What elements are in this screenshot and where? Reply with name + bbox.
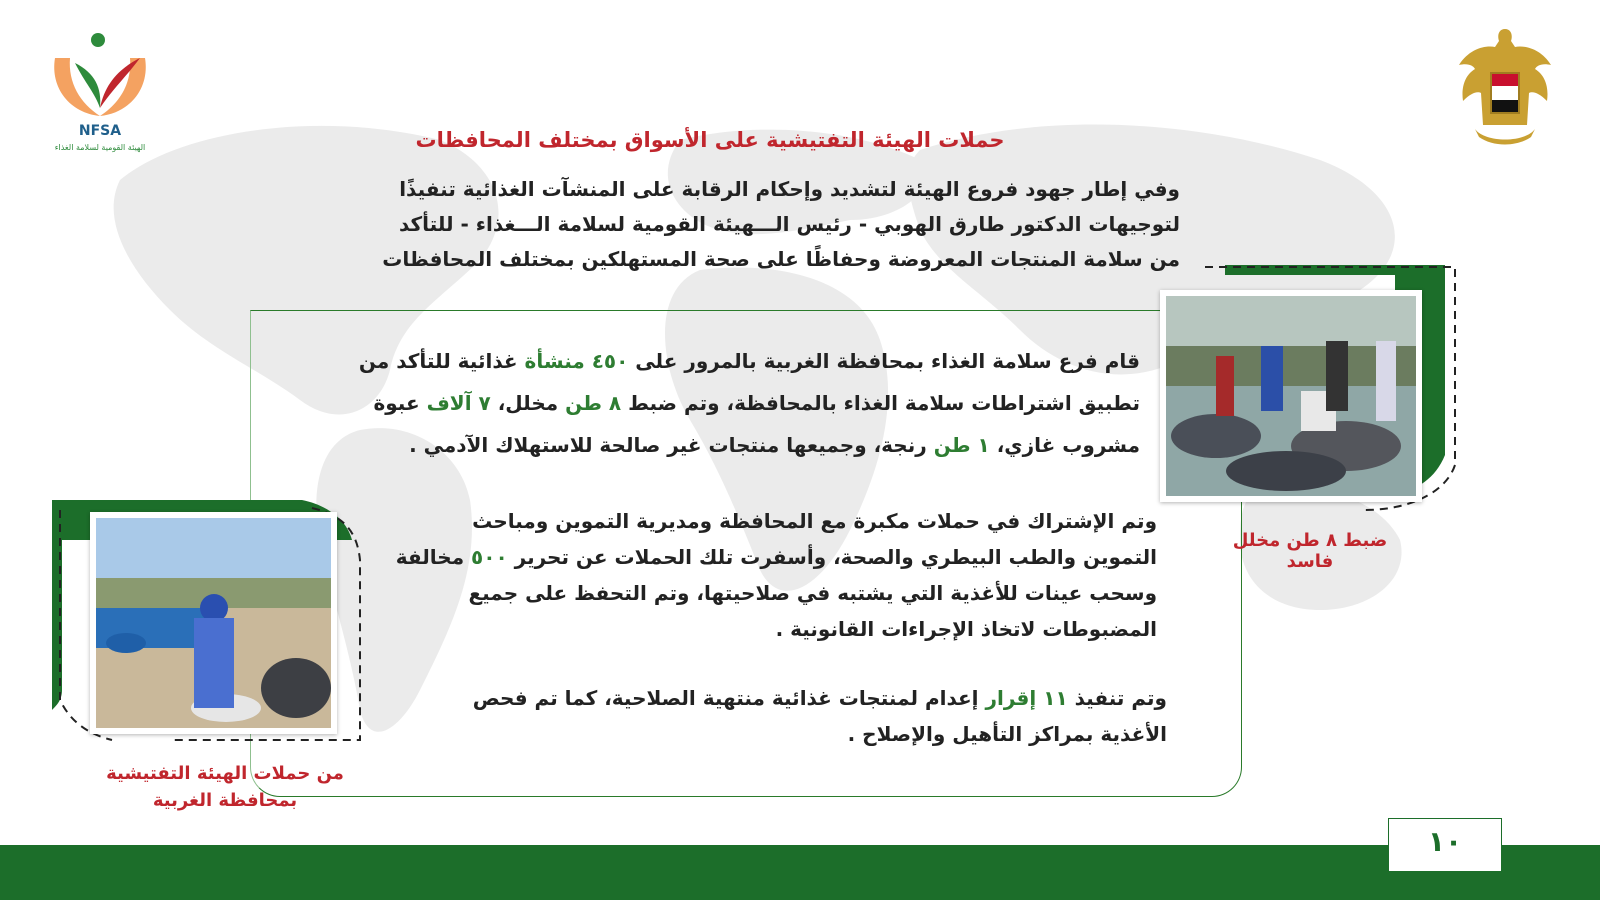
- photo-frame-inspector: [52, 500, 370, 750]
- nfsa-emblem-icon: [40, 28, 160, 128]
- nfsa-acronym: NFSA: [78, 123, 122, 139]
- paragraph-line: وسحب عينات للأغذية التي يشتبه في صلاحيتها، وتم التحفظ على جميع: [468, 581, 1157, 605]
- paragraph-line: مشروب غازي، ١ طن رنجة، وجميعها منتجات غير صالحة للاستهلاك الآدمي .: [409, 433, 1140, 457]
- photo-caption: ضبط ٨ طن مخلل فاسد: [1232, 530, 1388, 572]
- egypt-eagle-emblem-icon: [1455, 25, 1555, 153]
- paragraph-destruction: [375, 680, 1167, 752]
- page-number: ١٠: [1427, 825, 1463, 858]
- intro-paragraph: [300, 172, 1180, 277]
- highlight-value: ٧ آلاف: [426, 391, 491, 415]
- intro-line: لتوجيهات الدكتور طارق الهوبي - رئيس الـــهيئة القومية لسلامة الـــغذاء - للتأكد: [398, 212, 1180, 236]
- photo-frame-pickles: [1165, 265, 1465, 515]
- paragraph-line: التموين والطب البيطري والصحة، وأسفرت تلك الحملات عن تحرير ٥٠٠ مخالفة: [395, 545, 1157, 569]
- highlight-value: ٨ طن: [565, 391, 622, 415]
- paragraph-line: الأغذية بمراكز التأهيل والإصلاح .: [847, 722, 1167, 746]
- intro-line: وفي إطار جهود فروع الهيئة لتشديد وإحكام الرقابة على المنشآت الغذائية تنفيذًا: [399, 177, 1180, 201]
- paragraph-line: المضبوطات لاتخاذ الإجراءات القانونية .: [775, 617, 1157, 641]
- page-title: حملات الهيئة التفتيشية على الأسواق بمختلف المحافظات: [415, 128, 1005, 152]
- nfsa-logo: [40, 28, 160, 158]
- intro-line: من سلامة المنتجات المعروضة وحفاظًا على صحة المستهلكين بمختلف المحافظات: [382, 247, 1180, 271]
- paragraph-joint-campaigns: [375, 503, 1157, 647]
- paragraph-line: قام فرع سلامة الغذاء بمحافظة الغربية بالمرور على ٤٥٠ منشأة غذائية للتأكد من: [358, 349, 1140, 373]
- footer-bar: [0, 845, 1600, 900]
- highlight-value: ٤٥٠ منشأة: [524, 349, 629, 373]
- paragraph-line: تطبيق اشتراطات سلامة الغذاء بالمحافظة، وتم ضبط ٨ طن مخلل، ٧ آلاف عبوة: [373, 391, 1140, 415]
- paragraph-line: وتم تنفيذ ١١ إقرار إعدام لمنتجات غذائية منتهية الصلاحية، كما تم فحص: [472, 686, 1167, 710]
- highlight-value: ٥٠٠: [471, 545, 508, 569]
- photo-inspector-sampling: [90, 512, 337, 734]
- paragraph-line: وتم الإشتراك في حملات مكبرة مع المحافظة ومديرية التموين ومباحث: [472, 509, 1157, 533]
- highlight-value: ١١ إقرار: [985, 686, 1068, 710]
- highlight-value: ١ طن: [933, 433, 990, 457]
- paragraph-gharbia-branch: [270, 340, 1140, 466]
- page-number-box: [1388, 818, 1502, 872]
- photo-inspection-pickles: [1160, 290, 1422, 502]
- photo-caption: من حملات الهيئة التفتيشية بمحافظة الغربية: [106, 763, 344, 811]
- nfsa-fullname: الهيئة القومية لسلامة الغذاء: [54, 143, 146, 152]
